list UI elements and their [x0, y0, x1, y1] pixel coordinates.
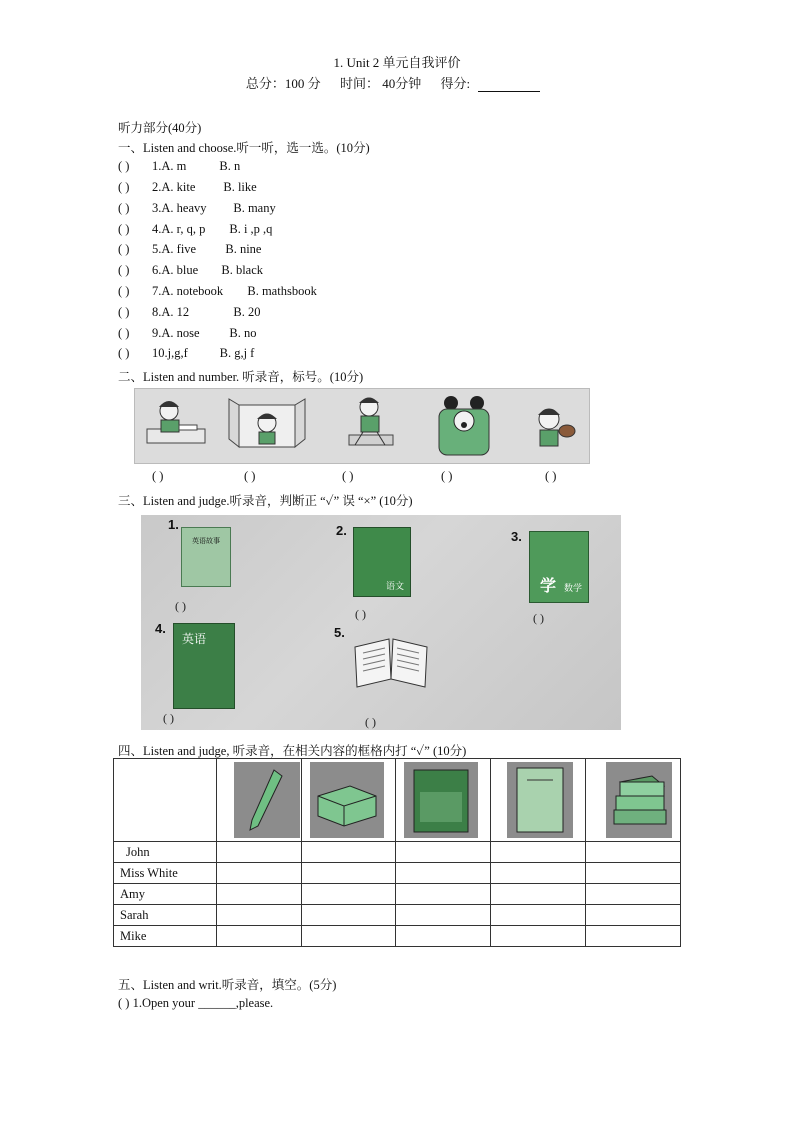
fill-blank-item[interactable]: ( ) 1.Open your ______,please.: [118, 996, 274, 1010]
books-photo: [141, 515, 621, 730]
header-cell: [586, 759, 681, 842]
math-book: [529, 531, 589, 603]
item-number: 2.: [336, 523, 347, 538]
section2-title: 二、Listen and number. 听录音，标号。(10分): [118, 370, 364, 384]
question-row: [118, 284, 317, 299]
check-cell[interactable]: [586, 863, 681, 884]
check-cell[interactable]: [491, 884, 586, 905]
judge-table: [113, 758, 681, 947]
answer-blank[interactable]: ( ): [355, 607, 366, 621]
question-number: 5.: [152, 242, 162, 256]
english-book: [173, 623, 235, 709]
girl-sitting-picture: [349, 398, 393, 445]
section4-title: 四、Listen and judge, 听录音，在相关内容的框格内打 “✓” (10分): [118, 744, 467, 758]
question-row: [118, 201, 276, 216]
check-cell[interactable]: [491, 842, 586, 863]
answer-blank[interactable]: ( ): [118, 305, 130, 319]
pen-icon: [234, 762, 300, 838]
option-a: A. r, q, p: [161, 222, 206, 236]
item-number: 1.: [168, 517, 179, 532]
option-b: B. 20: [233, 305, 261, 319]
check-cell[interactable]: [586, 926, 681, 947]
check-cell[interactable]: [396, 863, 491, 884]
answer-blank[interactable]: ( ): [163, 711, 174, 725]
question-row: [118, 346, 254, 361]
check-cell[interactable]: [491, 863, 586, 884]
option-a: A. nose: [161, 326, 200, 340]
check-cell[interactable]: [301, 842, 396, 863]
option-b: B. many: [233, 201, 276, 215]
question-row: [118, 263, 263, 278]
row-label: Amy: [114, 884, 217, 905]
question-row: [118, 242, 261, 257]
score-blank[interactable]: [478, 79, 540, 92]
answer-blank[interactable]: ( ): [152, 469, 164, 483]
answer-blank[interactable]: ( ): [118, 326, 130, 340]
check-cell[interactable]: [217, 842, 301, 863]
option-b: B. no: [229, 326, 257, 340]
question-row: [118, 222, 272, 237]
score-field[interactable]: [440, 76, 548, 91]
option-a: A. heavy: [161, 201, 207, 215]
answer-blank[interactable]: ( ): [118, 222, 130, 236]
check-cell[interactable]: [217, 905, 301, 926]
option-a: j,g,f: [167, 346, 188, 360]
header-cell: [396, 759, 491, 842]
option-b: B. nine: [225, 242, 262, 256]
question-number: 7.: [152, 284, 162, 298]
page-title: 1. Unit 2 单元自我评价: [333, 55, 461, 70]
answer-blank[interactable]: ( ): [545, 469, 557, 483]
question-number: 3.: [152, 201, 162, 215]
check-cell[interactable]: [396, 884, 491, 905]
table-row: [114, 863, 681, 884]
check-cell[interactable]: [217, 926, 301, 947]
picture-strip: [134, 388, 590, 464]
check-cell[interactable]: [396, 905, 491, 926]
check-cell[interactable]: [396, 926, 491, 947]
item-number: 3.: [511, 529, 522, 544]
question-row: [118, 159, 240, 174]
row-label: [114, 842, 217, 863]
score-label: 得分:: [440, 76, 471, 91]
check-cell[interactable]: [491, 905, 586, 926]
student-name: John: [126, 844, 150, 859]
answer-blank[interactable]: ( ): [441, 469, 453, 483]
math-book-label: 数学: [563, 584, 582, 594]
story-book: [181, 527, 231, 587]
storybook-icon: [507, 762, 573, 838]
answer-blank[interactable]: ( ): [244, 469, 256, 483]
answer-blank[interactable]: ( ): [175, 599, 186, 613]
answer-blank[interactable]: ( ): [533, 611, 544, 625]
answer-blank[interactable]: ( ): [118, 346, 130, 360]
girl-window-picture: [229, 399, 305, 447]
answer-blank[interactable]: ( ): [118, 159, 130, 173]
question-number: 8.: [152, 305, 162, 319]
pencil-box-icon: [310, 762, 384, 838]
check-cell[interactable]: [217, 884, 301, 905]
section5-title: 五、Listen and writ.听录音，填空。(5分): [118, 978, 337, 992]
math-book-char: 学: [540, 576, 557, 595]
check-cell[interactable]: [396, 842, 491, 863]
option-b: B. n: [219, 159, 241, 173]
option-b: B. i ,p ,q: [229, 222, 273, 236]
item-number: 4.: [155, 621, 166, 636]
english-book-label: 英语: [182, 632, 207, 646]
check-cell[interactable]: [586, 884, 681, 905]
chinese-book-label: 语文: [385, 582, 404, 592]
open-book-picture: [351, 633, 431, 689]
time-limit: 时间： 40分钟: [339, 76, 422, 91]
section3-title: 三、Listen and judge.听录音，判断正 “✓” 误 “×” (10分): [118, 494, 413, 508]
answer-blank[interactable]: ( ): [118, 284, 130, 298]
question-row: [118, 305, 260, 320]
score-line: [0, 73, 794, 92]
question-number: 4.: [152, 222, 162, 236]
option-b: B. g,j f: [219, 346, 255, 360]
question-number: 2.: [152, 180, 162, 194]
question-number: 6.: [152, 263, 162, 277]
table-row: [114, 905, 681, 926]
table-header-row: [114, 759, 681, 842]
listening-title: 听力部分(40分): [118, 121, 202, 135]
option-a: A. m: [161, 159, 187, 173]
section1-title: 一、Listen and choose.听一听，选一选。(10分): [118, 141, 370, 155]
check-cell[interactable]: [301, 863, 396, 884]
option-a: A. notebook: [161, 284, 224, 298]
check-cell[interactable]: [301, 905, 396, 926]
header-blank-cell: [114, 759, 217, 842]
table-row: [114, 884, 681, 905]
story-book-label: 英语故事: [192, 537, 220, 545]
girl-eating-picture: [538, 409, 575, 446]
answer-blank[interactable]: ( ): [118, 180, 130, 194]
header-cell: [217, 759, 301, 842]
answer-blank[interactable]: ( ): [365, 715, 376, 729]
book-stack-icon: [606, 762, 672, 838]
question-number: 9.: [152, 326, 162, 340]
option-a: A. five: [161, 242, 197, 256]
question-number: 1.: [152, 159, 162, 173]
question-row: [118, 326, 256, 341]
option-a: A. blue: [161, 263, 199, 277]
row-label: Mike: [114, 926, 217, 947]
question-number: 10.: [152, 346, 168, 360]
check-cell[interactable]: [491, 926, 586, 947]
row-label: Miss White: [114, 863, 217, 884]
check-cell[interactable]: [301, 926, 396, 947]
question-row: [118, 180, 257, 195]
option-b: B. like: [223, 180, 257, 194]
option-b: B. mathsbook: [247, 284, 317, 298]
answer-blank[interactable]: ( ): [118, 263, 130, 277]
option-b: B. black: [221, 263, 264, 277]
check-cell[interactable]: [586, 905, 681, 926]
english-book-icon: [404, 762, 478, 838]
row-label: Sarah: [114, 905, 217, 926]
answer-blank[interactable]: ( ): [342, 469, 354, 483]
header-cell: [301, 759, 396, 842]
check-cell[interactable]: [586, 842, 681, 863]
check-cell[interactable]: [301, 884, 396, 905]
mickey-bag-picture: [439, 396, 489, 455]
option-a: A. 12: [161, 305, 190, 319]
header-cell: [491, 759, 586, 842]
girl-writing-picture: [147, 401, 205, 443]
check-cell[interactable]: [217, 863, 301, 884]
answer-blank[interactable]: ( ): [118, 242, 130, 256]
chinese-book: [353, 527, 411, 597]
table-row: [114, 926, 681, 947]
item-number: 5.: [334, 625, 345, 640]
option-a: A. kite: [161, 180, 196, 194]
table-row: [114, 842, 681, 863]
score-total: 总分：100 分: [245, 76, 321, 91]
answer-blank[interactable]: ( ): [118, 201, 130, 215]
